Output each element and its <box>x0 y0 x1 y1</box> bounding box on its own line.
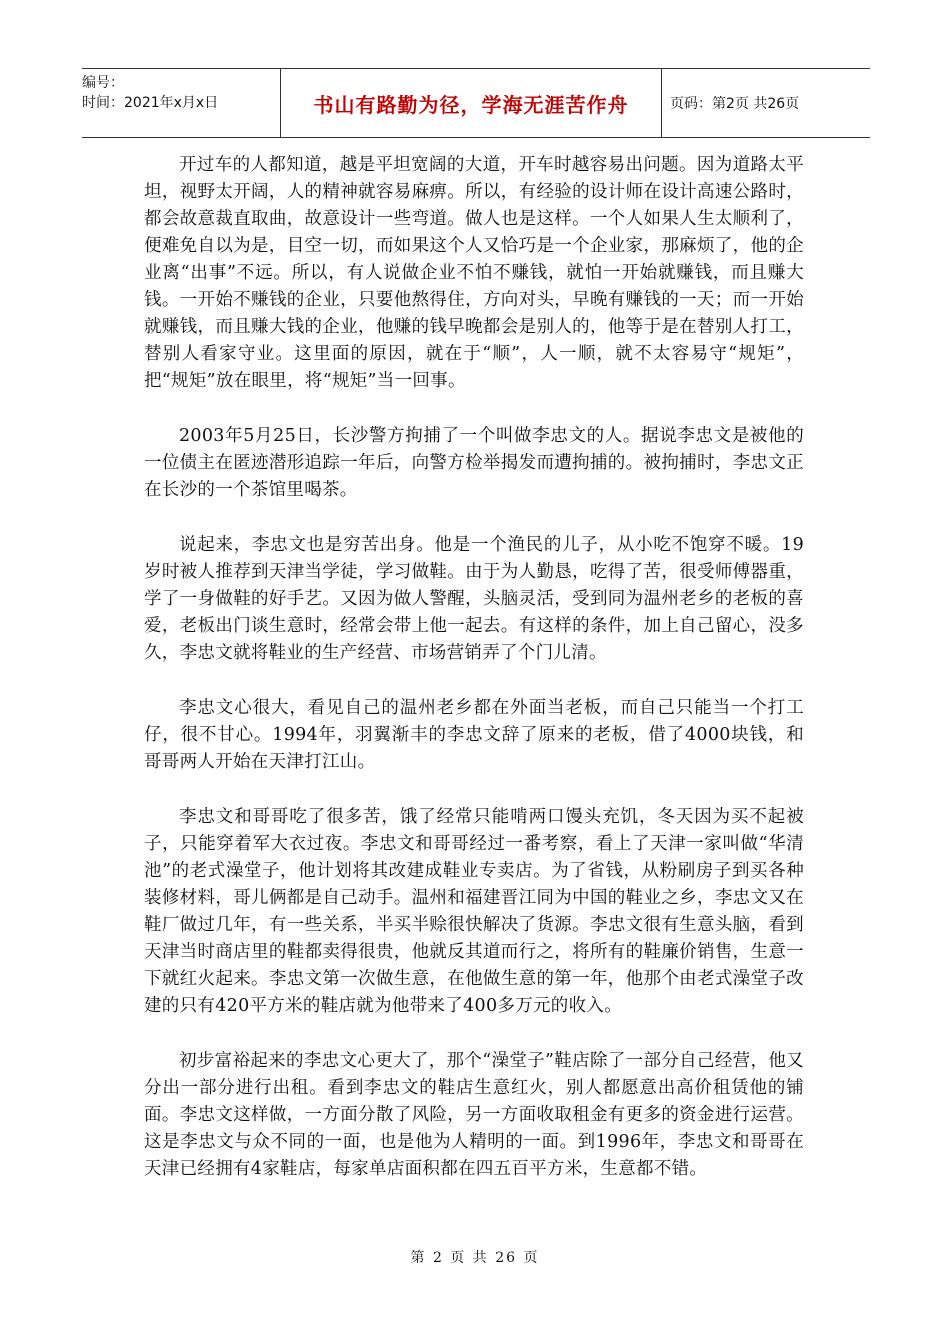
header-meta <box>82 69 280 137</box>
document-number-label: 编号： <box>82 75 124 91</box>
article-body <box>144 152 804 1211</box>
header-page-info: 页码：第2页 共26页 <box>670 96 800 112</box>
paragraph: 2003年5月25日，长沙警方拘捕了一个叫做李忠文的人。据说李忠文是被他的一位债主在匿迹潜形追踪一年后，向警方检举揭发而遭拘捕的。被拘捕时，李忠文正在长沙的一个茶馆里喝茶。 <box>144 426 804 500</box>
paragraph: 说起来，李忠文也是穷苦出身。他是一个渔民的儿子，从小吃不饱穿不暖。19岁时被人推荐到天津当学徒，学习做鞋。由于为人勤恳，吃得了苦，很受师傅器重，学了一身做鞋的好手艺。又因为做人警醒，头脑灵活，受到同为温州老乡的老板的喜爱，老板出门谈生意时，经常会带上他一起去。有这样的条件，加上自己留心，没多久，李忠文就将鞋业的生产经营、市场营销弄了个门儿清。 <box>144 535 804 663</box>
paragraph: 李忠文和哥哥吃了很多苦，饿了经常只能啃两口馒头充饥，冬天因为买不起被子，只能穿着军大衣过夜。李忠文和哥哥经过一番考察，看上了天津一家叫做“华清池”的老式澡堂子，他计划将其改建成鞋业专卖店。为了省钱，从粉刷房子到买各种装修材料，哥儿俩都是自己动手。温州和福建晋江同为中国的鞋业之乡，李忠文又在鞋厂做过几年，有一些关系，半买半赊很快解决了货源。李忠文很有生意头脑，看到天津当时商店里的鞋都卖得很贵，他就反其道而行之，将所有的鞋廉价销售，生意一下就红火起来。李忠文第一次做生意，在他做生意的第一年，他那个由老式澡堂子改建的只有420平方米的鞋店就为他带来了400多万元的收入。 <box>144 807 804 1016</box>
paragraph: 开过车的人都知道，越是平坦宽阔的大道，开车时越容易出问题。因为道路太平坦，视野太开阔，人的精神就容易麻痹。所以，有经验的设计师在设计高速公路时，都会故意裁直取曲，故意设计一些弯道。做人也是这样。一个人如果人生太顺利了，便难免自以为是，目空一切，而如果这个人又恰巧是一个企业家，那麻烦了，他的企业离“出事”不远。所以，有人说做企业不怕不赚钱，就怕一开始就赚钱，而且赚大钱。一开始不赚钱的企业，只要他熬得住，方向对头，早晚有赚钱的一天；而一开始就赚钱，而且赚大钱的企业，他赚的钱早晚都会是别人的，他等于是在替别人打工，替别人看家守业。这里面的原因，就在于“顺”，人一顺，就不太容易守“规矩”，把“规矩”放在眼里，将“规矩”当一回事。 <box>144 155 804 391</box>
document-date: 时间：2021年x月x日 <box>82 95 219 111</box>
page-header <box>82 68 870 138</box>
paragraph: 初步富裕起来的李忠文心更大了，那个“澡堂子”鞋店除了一部分自己经营，他又分出一部分进行出租。看到李忠文的鞋店生意红火，别人都愿意出高价租赁他的铺面。李忠文这样做，一方面分散了风险，另一方面收取租金有更多的资金进行运营。这是李忠文与众不同的一面，也是他为人精明的一面。到1996年，李忠文和哥哥在天津已经拥有4家鞋店，每家单店面积都在四五百平方米，生意都不错。 <box>144 1051 804 1179</box>
page-footer: 第 2 页 共 26 页 <box>410 1250 540 1266</box>
header-motto: 书山有路勤为径，学海无涯苦作舟 <box>280 69 662 137</box>
paragraph: 李忠文心很大，看见自己的温州老乡都在外面当老板，而自己只能当一个打工仔，很不甘心。1994年，羽翼渐丰的李忠文辞了原来的老板，借了4000块钱，和哥哥两人开始在天津打江山。 <box>144 698 804 772</box>
